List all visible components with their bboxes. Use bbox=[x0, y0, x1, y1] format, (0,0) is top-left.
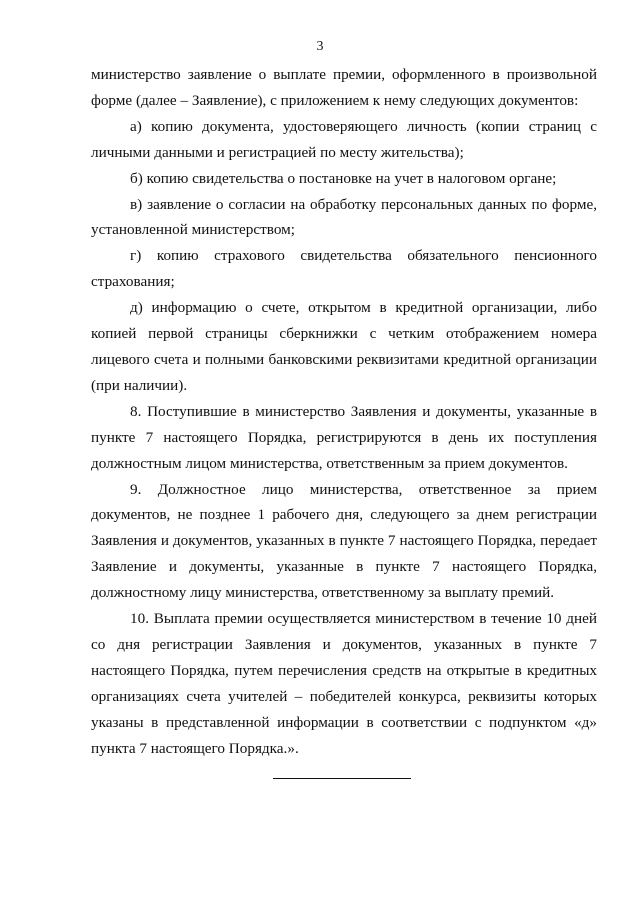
end-divider-line bbox=[273, 778, 411, 779]
paragraph-item-g: г) копию страхового свидетельства обязательного пенсионного страхования; bbox=[91, 247, 597, 291]
paragraph-clause-8: 8. Поступившие в министерство Заявления и документы, указанные в пункте 7 настоящего Порядка, регистрируются в день их поступления должностным лицом министерства, ответственным за прием документов. bbox=[91, 402, 597, 472]
paragraph-item-a: а) копию документа, удостоверяющего личность (копии страниц с личными данными и регистрацией по месту жительства); bbox=[91, 117, 597, 161]
paragraph-item-d: д) информацию о счете, открытом в кредитной организации, либо копией первой страницы сберкнижки с четким отображением номера лицевого счета и полными банковскими реквизитами кредитной организации (при наличии). bbox=[91, 299, 597, 394]
paragraph-intro: министерство заявление о выплате премии, оформленного в произвольной форме (далее – Заявление), с приложением к нему следующих документов: bbox=[91, 66, 597, 109]
paragraph-item-b: б) копию свидетельства о постановке на учет в налоговом органе; bbox=[130, 169, 557, 187]
paragraph-clause-10: 10. Выплата премии осуществляется министерством в течение 10 дней со дня регистрации Заявления и документов, указанных в пункте 7 настоящего Порядка, путем перечисления средств на открытые в кредитных организациях счета учителей – победителей конкурса, реквизиты которых указаны в представленной информации в соответствии с подпунктом «д» пункта 7 настоящего Порядка.». bbox=[91, 610, 597, 757]
body-text bbox=[91, 62, 597, 761]
page-number: 3 bbox=[316, 39, 324, 54]
paragraph-item-v: в) заявление о согласии на обработку персональных данных по форме, установленной министерством; bbox=[91, 195, 597, 239]
paragraph-clause-9: 9. Должностное лицо министерства, ответственное за прием документов, не позднее 1 рабочего дня, следующего за днем регистрации Заявления и документов, указанных в пункте 7 настоящего Порядка, передает Заявление и документы, указанные в пункте 7 настоящего Порядка, должностному лицу министерства, ответственному за выплату премий. bbox=[91, 480, 597, 602]
